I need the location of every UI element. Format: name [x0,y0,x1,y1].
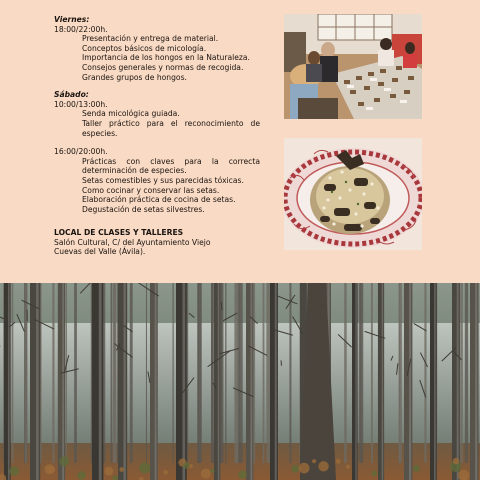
list-item: Prácticas con claves para la correcta determinación de especies. [82,156,260,176]
list-item: Setas comestibles y sus parecidas tóxicas. [82,175,244,185]
list-item: Degustación de setas silvestres. [82,204,205,214]
list-item: Consejos generales y normas de recogida. [82,62,244,72]
list-item: Taller práctico para el reconocimiento de especies. [82,118,260,138]
friday-heading: Viernes: [54,15,90,24]
list-item: Conceptos básicos de micología. [82,43,207,53]
saturday-morning-time: 10:00/13:00h. [54,99,108,109]
saturday-heading: Sábado: [54,90,89,100]
location-title: LOCAL DE CLASES Y TALLERES [54,228,184,238]
list-item: Grandes grupos de hongos. [82,72,187,82]
pine-forest-photo [0,283,480,480]
saturday-afternoon-time: 16:00/20:00h. [54,147,108,157]
list-item: Senda micológica guiada. [82,109,180,119]
schedule-text [54,15,260,257]
workshop-photo [284,14,422,119]
list-item: Importancia de los hongos en la Naturaleza. [82,53,250,63]
friday-time: 18:00/22:00h. [54,24,108,34]
list-item: Presentación y entrega de material. [82,34,219,44]
mushroom-dish-photo [284,138,422,250]
location-address: Salón Cultural, C/ del Ayuntamiento Viejo [54,237,211,247]
list-item: Elaboración práctica de cocina de setas. [82,195,236,205]
list-item: Como cocinar y conservar las setas. [82,185,220,195]
location-town: Cuevas del Valle (Ávila). [54,247,146,257]
